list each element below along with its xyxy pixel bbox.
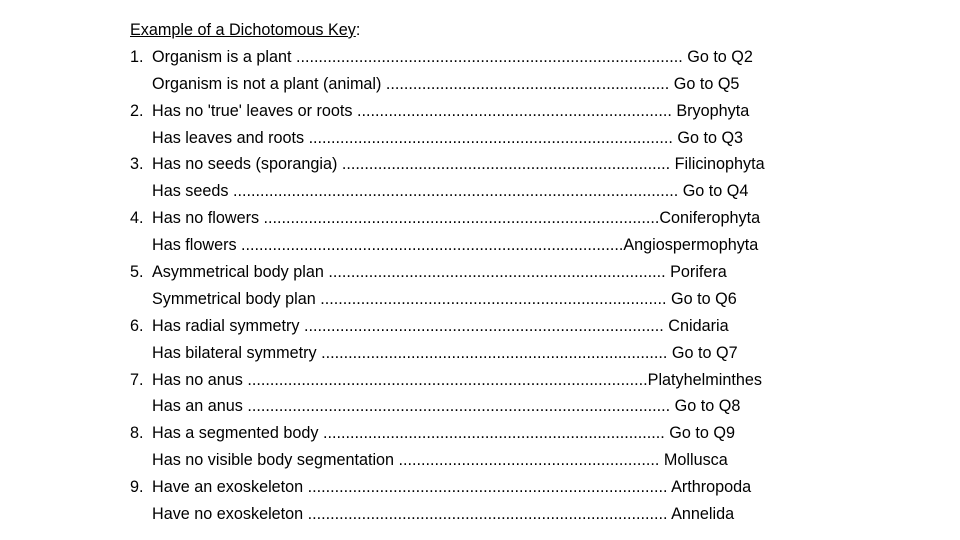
key-question-number: 6. [130, 316, 144, 335]
key-line-text: Has no seeds (sporangia) ......................................................................... Filicinophyta [152, 155, 765, 174]
key-line [130, 259, 860, 286]
key-line [130, 125, 860, 152]
key-line-text: Has a segmented body ............................................................................ Go to Q9 [152, 424, 735, 443]
key-line-text: Have no exoskeleton ................................................................................ Annelida [152, 505, 735, 524]
key-line [130, 71, 860, 98]
key-question-number: 2. [130, 101, 144, 120]
key-line-text: Has an anus .............................................................................................. Go to Q8 [152, 397, 741, 416]
key-line [130, 205, 860, 232]
key-line [130, 98, 860, 125]
key-line-text: Has no 'true' leaves or roots ...................................................................... Bryophyta [152, 101, 750, 120]
key-line-text: Has leaves and roots ................................................................................. Go to Q3 [152, 128, 744, 147]
key-line-text: Has no flowers ........................................................................................Coniferophyta [152, 209, 761, 228]
key-question-number: 5. [130, 263, 144, 282]
key-line-text: Have an exoskeleton ................................................................................ Arthropoda [152, 478, 752, 497]
key-title-colon: : [355, 21, 361, 39]
key-line [130, 393, 860, 420]
key-line [130, 286, 860, 313]
key-line [130, 151, 860, 178]
key-line-text: Asymmetrical body plan ........................................................................... Porifera [152, 263, 727, 282]
key-line-text: Has no anus .........................................................................................Platyhelminthes [152, 370, 762, 389]
key-question-number: 4. [130, 209, 144, 228]
key-line-text: Has seeds ................................................................................................... Go to Q4 [152, 182, 749, 201]
key-line-text: Organism is not a plant (animal) ............................................................... Go to Q5 [152, 74, 740, 93]
key-entries [130, 44, 860, 528]
key-question-number: 7. [130, 370, 144, 389]
key-line-text: Has no visible body segmentation .......................................................... Mollusca [152, 451, 728, 470]
key-question-number: 3. [130, 155, 144, 174]
key-line [130, 420, 860, 447]
key-question-number: 8. [130, 424, 144, 443]
key-line [130, 447, 860, 474]
key-line-text: Has flowers .....................................................................................Angiospermophyta [152, 236, 759, 255]
key-line [130, 232, 860, 259]
key-line-text: Has bilateral symmetry ............................................................................. Go to Q7 [152, 343, 738, 362]
key-line [130, 474, 860, 501]
key-line [130, 178, 860, 205]
key-line-text: Organism is a plant ...................................................................................... Go to Q2 [152, 47, 753, 66]
key-line [130, 501, 860, 528]
dichotomous-key [130, 17, 860, 528]
key-line-text: Symmetrical body plan ............................................................................. Go to Q6 [152, 289, 737, 308]
key-line-text: Has radial symmetry ................................................................................ Cnidaria [152, 316, 729, 335]
key-question-number: 9. [130, 478, 144, 497]
key-title: Example of a Dichotomous Key [130, 21, 356, 39]
key-line [130, 340, 860, 367]
key-title-line [130, 17, 860, 44]
key-line [130, 313, 860, 340]
key-line [130, 367, 860, 394]
key-line [130, 44, 860, 71]
key-question-number: 1. [130, 47, 144, 66]
